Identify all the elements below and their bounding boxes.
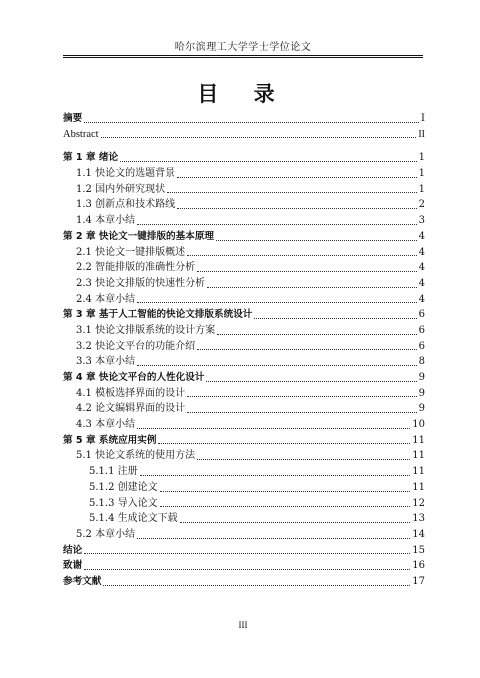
toc-entry-page: II [418, 128, 425, 140]
toc-entry-page: I [421, 113, 425, 124]
toc-dot-leader [177, 207, 417, 209]
toc-entry[interactable] [63, 213, 425, 229]
toc-entry-page: 9 [418, 403, 425, 415]
toc-entry-page: 9 [418, 387, 425, 399]
toc-dot-leader [187, 254, 417, 256]
toc-entry-page: 4 [418, 262, 425, 274]
toc-entry[interactable] [63, 401, 425, 417]
toc-entry[interactable] [63, 543, 425, 559]
page-number: III [238, 620, 248, 630]
toc-dot-leader [217, 333, 417, 335]
toc-entry[interactable] [63, 527, 425, 543]
toc-dot-leader [197, 348, 417, 350]
toc-dot-leader [101, 136, 417, 138]
toc-dot-leader [180, 521, 411, 523]
toc-entry[interactable] [63, 260, 425, 276]
toc-entry-label: 5.2 本章小结 [76, 528, 136, 540]
toc-dot-leader [160, 505, 411, 507]
toc-entry-label: 第 1 章 绪论 [63, 152, 119, 164]
toc-entry-label: 第 5 章 系统应用实例 [63, 434, 157, 446]
toc-entry[interactable] [63, 339, 425, 355]
toc-dot-leader [207, 286, 417, 288]
toc-entry-label: 3.3 本章小结 [76, 356, 136, 368]
toc-entry[interactable] [63, 182, 425, 198]
toc-entry-page: 1 [418, 183, 425, 195]
toc-dot-leader [137, 223, 417, 225]
toc-entry[interactable] [63, 229, 425, 245]
toc-dot-leader [197, 458, 410, 460]
toc-entry-page: 15 [412, 544, 425, 556]
toc-dot-leader [254, 317, 416, 319]
toc-entry-page: 1 [418, 152, 425, 164]
toc-dot-leader [187, 411, 417, 413]
toc-entry-page: 16 [412, 560, 425, 572]
table-of-contents [63, 111, 425, 590]
toc-dot-leader [158, 442, 410, 444]
page-header: 哈尔滨理工大学学士学位论文 [174, 42, 312, 53]
toc-entry-front-abstract-en[interactable] [63, 127, 425, 143]
toc-entry-label: 5.1 快论文系统的使用方法 [76, 450, 196, 462]
toc-entry-page: 6 [418, 340, 425, 352]
toc-entry-page: 11 [412, 450, 425, 462]
toc-dot-leader [137, 537, 410, 539]
toc-dot-leader [216, 239, 417, 241]
toc-dot-leader [206, 380, 416, 382]
toc-dot-leader [140, 474, 411, 476]
toc-title: 目 录 [197, 82, 289, 106]
toc-entry-page: 10 [412, 419, 425, 431]
toc-dot-leader [84, 121, 419, 123]
toc-entry-label: 1.1 快论文的选题背景 [76, 168, 176, 180]
toc-dot-leader [187, 395, 417, 397]
header-rule [63, 55, 423, 58]
toc-entry-label: 1.3 创新点和技术路线 [76, 199, 176, 211]
toc-dot-leader [84, 552, 410, 554]
toc-entry[interactable] [63, 496, 425, 512]
toc-dot-leader [177, 176, 417, 178]
toc-dot-leader [167, 191, 417, 193]
toc-entry-page: 4 [418, 230, 425, 242]
toc-entry[interactable] [63, 511, 425, 527]
toc-dot-leader [120, 160, 417, 162]
toc-dot-leader [103, 584, 410, 586]
toc-entry[interactable] [63, 292, 425, 308]
toc-entry-page: 8 [418, 356, 425, 368]
toc-entry[interactable] [63, 480, 425, 496]
toc-entry[interactable] [63, 276, 425, 292]
toc-entry[interactable] [63, 433, 425, 449]
toc-entry-label: 第 2 章 快论文一键排版的基本原理 [63, 230, 215, 242]
toc-entry-label: 5.1.2 创建论文 [89, 481, 158, 493]
toc-dot-leader [137, 364, 417, 366]
toc-entry-label: 4.2 论文编辑界面的设计 [76, 403, 186, 415]
toc-entry-label: 摘要 [63, 113, 83, 124]
toc-entry-label: 2.3 快论文排版的快速性分析 [76, 277, 206, 289]
toc-entry-front-abstract-cn[interactable] [63, 111, 425, 127]
toc-entry-label: 4.3 本章小结 [76, 419, 136, 431]
toc-entry[interactable] [63, 166, 425, 182]
toc-dot-leader [197, 270, 417, 272]
toc-entry-label: 参考文献 [63, 575, 102, 587]
toc-entry[interactable] [63, 386, 425, 402]
toc-entry-page: 6 [418, 324, 425, 336]
toc-entry-page: 11 [412, 481, 425, 493]
toc-entry-page: 4 [418, 246, 425, 258]
toc-entry[interactable] [63, 323, 425, 339]
toc-entry-label: Abstract [63, 128, 99, 140]
toc-entry-page: 12 [412, 497, 425, 509]
toc-entry[interactable] [63, 558, 425, 574]
toc-entry-label: 第 4 章 快论文平台的人性化设计 [63, 372, 205, 383]
toc-entry[interactable] [63, 150, 425, 166]
toc-entry-page: 11 [412, 466, 425, 478]
toc-dot-leader [137, 301, 417, 303]
toc-entry-label: 2.4 本章小结 [76, 293, 136, 305]
toc-entry-page: 17 [412, 575, 425, 587]
toc-entry-page: 9 [418, 372, 425, 383]
toc-entry-label: 2.1 快论文一键排版概述 [76, 246, 186, 258]
toc-entry-page: 11 [412, 434, 425, 446]
toc-entry-page: 6 [418, 309, 425, 321]
toc-entry-page: 2 [418, 199, 425, 211]
toc-entry-page: 14 [412, 528, 425, 540]
toc-entry-label: 致谢 [63, 560, 83, 572]
toc-entry-page: 3 [418, 215, 425, 227]
toc-entry-page: 13 [412, 513, 425, 525]
toc-entry[interactable] [63, 354, 425, 370]
toc-entry-page: 4 [418, 293, 425, 305]
toc-entry-page: 1 [418, 168, 425, 180]
toc-entry-label: 4.1 模板选择界面的设计 [76, 387, 186, 399]
toc-entry-page: 4 [418, 277, 425, 289]
toc-entry[interactable] [63, 370, 425, 386]
toc-entry-label: 3.1 快论文排版系统的设计方案 [76, 324, 216, 336]
toc-entry-label: 2.2 智能排版的准确性分析 [76, 262, 196, 274]
toc-chapter-list [63, 150, 425, 589]
toc-entry[interactable] [63, 417, 425, 433]
toc-entry[interactable] [63, 574, 425, 590]
toc-entry-label: 5.1.4 生成论文下载 [89, 513, 178, 525]
toc-dot-leader [160, 490, 411, 492]
toc-entry[interactable] [63, 464, 425, 480]
toc-entry-label: 1.4 本章小结 [76, 215, 136, 227]
toc-entry-label: 1.2 国内外研究现状 [76, 183, 166, 195]
toc-entry[interactable] [63, 448, 425, 464]
toc-entry-label: 5.1.1 注册 [89, 466, 138, 478]
toc-entry[interactable] [63, 307, 425, 323]
toc-spacer [63, 142, 425, 150]
toc-dot-leader [137, 427, 410, 429]
toc-entry[interactable] [63, 197, 425, 213]
toc-entry-label: 第 3 章 基于人工智能的快论文排版系统设计 [63, 309, 253, 321]
toc-entry[interactable] [63, 245, 425, 261]
toc-entry-label: 3.2 快论文平台的功能介绍 [76, 340, 196, 352]
toc-entry-label: 结论 [63, 544, 83, 556]
toc-entry-label: 5.1.3 导入论文 [89, 497, 158, 509]
toc-dot-leader [84, 568, 410, 570]
